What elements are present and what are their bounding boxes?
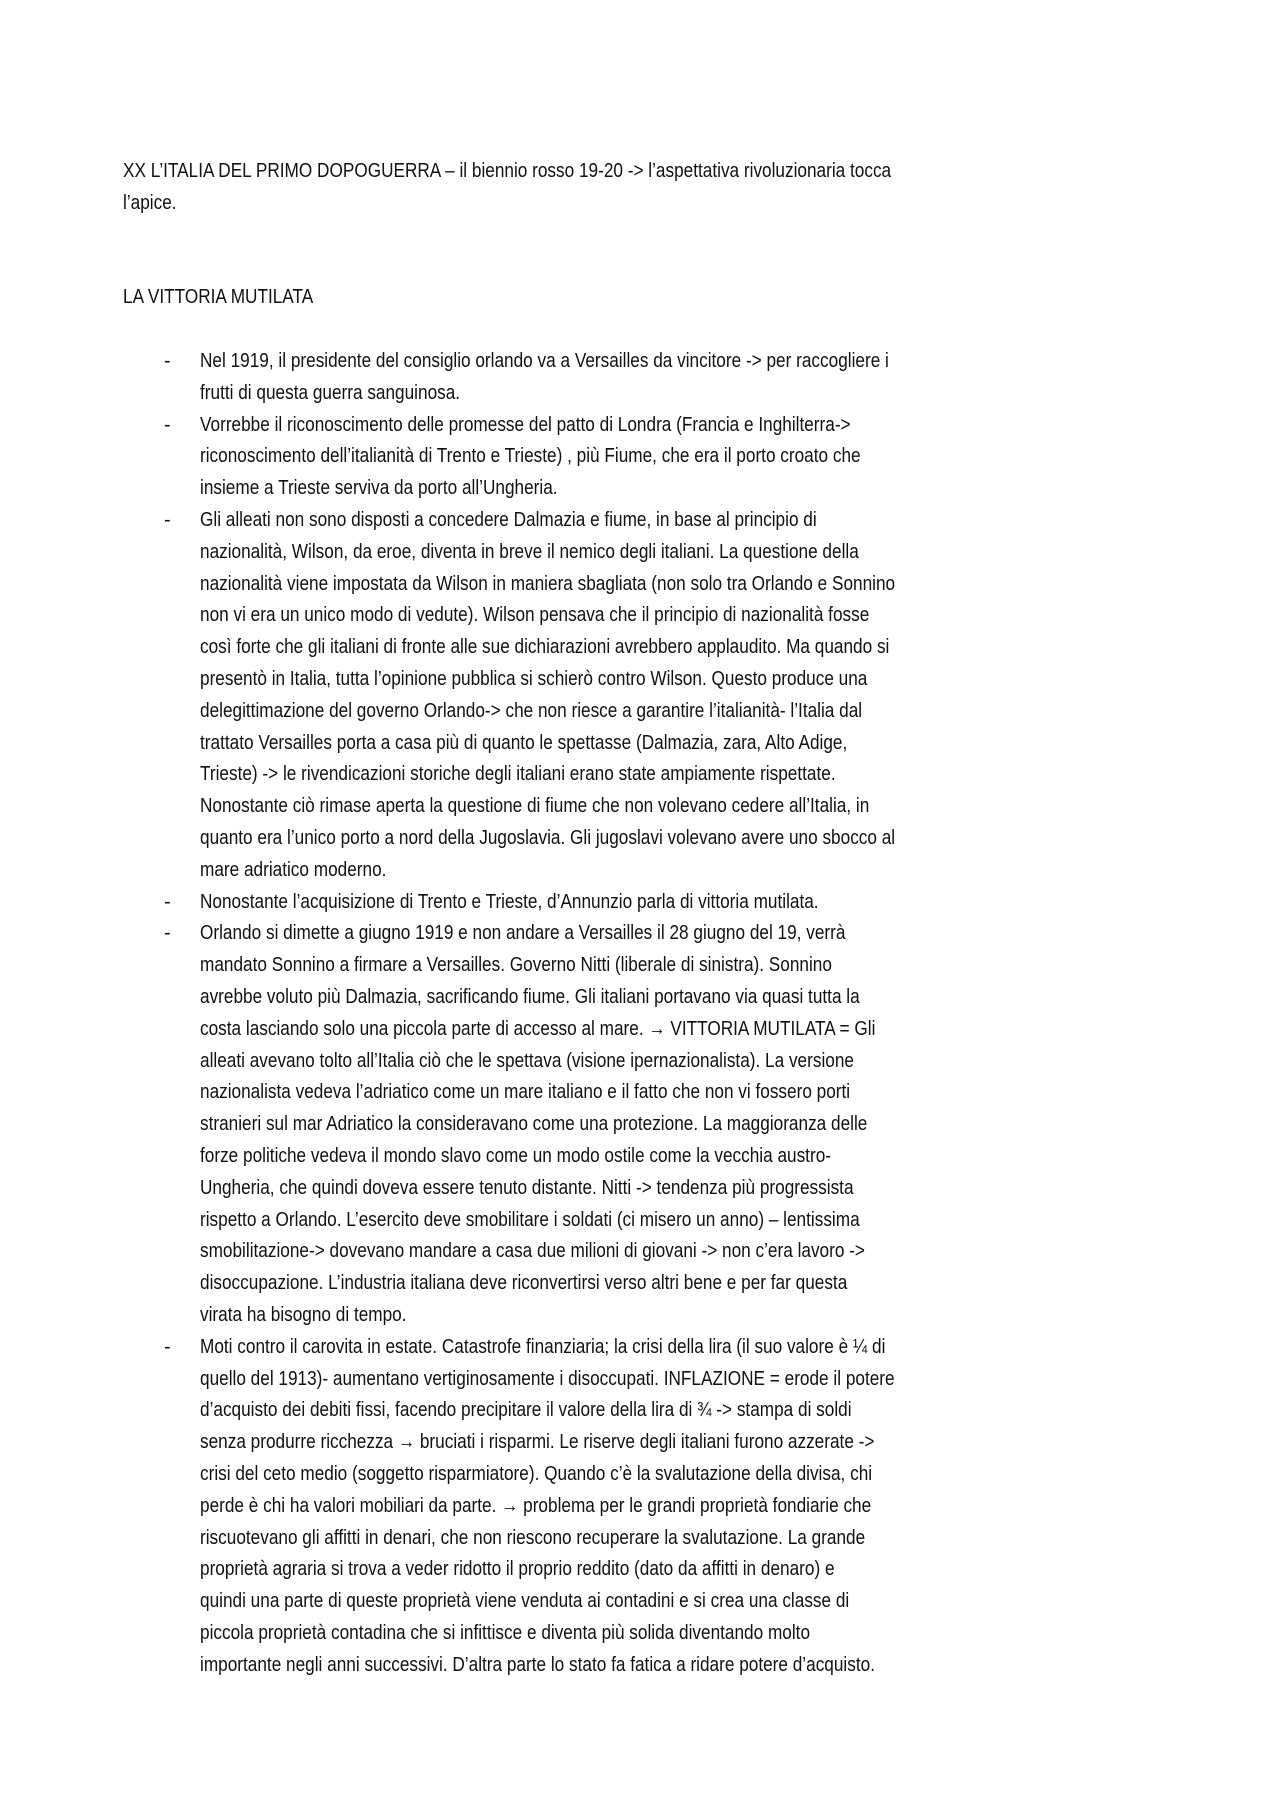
bullet-marker: - [164, 350, 171, 372]
list-item-line: quanto era l’unico porto a nord della Jugoslavia. Gli jugoslavi volevano avere uno sbocco al [200, 827, 896, 849]
section-heading: LA VITTORIA MUTILATA [123, 286, 314, 308]
document-title-line: l’apice. [123, 192, 177, 214]
list-item-line: riscuotevano gli affitti in denari, che non riescono recuperare la svalutazione. La grande [200, 1526, 866, 1549]
list-item-line: forze politiche vedeva il mondo slavo come un modo ostile come la vecchia austro- [200, 1145, 831, 1167]
bullet-marker: - [164, 890, 171, 913]
list-item-line: avrebbe voluto più Dalmazia, sacrificando fiume. Gli italiani portavano via quasi tutta la [200, 986, 860, 1008]
bullet-marker: - [164, 922, 171, 945]
list-item-line: smobilitazione-> dovevano mandare a casa due milioni di giovani -> non c’era lavoro -> [200, 1240, 865, 1263]
list-item-line: senza produrre ricchezza → bruciati i risparmi. Le riserve degli italiani furono azzerate -> [200, 1431, 875, 1454]
list-item-line: crisi del ceto medio (soggetto risparmiatore). Quando c’è la svalutazione della divisa, chi [200, 1463, 873, 1485]
list-item-line: nazionalista vedeva l’adriatico come un mare italiano e il fatto che non vi fossero porti [200, 1081, 851, 1104]
list-item-line: Moti contro il carovita in estate. Catastrofe finanziaria; la crisi della lira (il suo valore è ¼ di [200, 1335, 886, 1358]
list-item-line: Gli alleati non sono disposti a concedere Dalmazia e fiume, in base al principio di [200, 509, 817, 531]
list-item-line: proprietà agraria si trova a veder ridotto il proprio reddito (dato da affitti in denaro) e [200, 1558, 835, 1581]
list-item-line: così forte che gli italiani di fronte alle sue dichiarazioni avrebbero applaudito. Ma quando si [200, 636, 890, 659]
document-title-line: XX L’ITALIA DEL PRIMO DOPOGUERRA – il biennio rosso 19-20 -> l’aspettativa rivoluzionaria tocca [123, 160, 892, 182]
list-item-line: Nonostante ciò rimase aperta la questione di fiume che non volevano cedere all’Italia, in [200, 795, 870, 818]
list-item-line: Orlando si dimette a giugno 1919 e non andare a Versailles il 28 giugno del 19, verrà [200, 922, 846, 945]
list-item-line: costa lasciando solo una piccola parte di accesso al mare. → VITTORIA MUTILATA = Gli [200, 1017, 876, 1040]
list-item-line: non vi era un unico modo di vedute). Wilson pensava che il principio di nazionalità fosse [200, 604, 870, 627]
list-item-line: disoccupazione. L’industria italiana deve riconvertirsi verso altri bene e per far questa [200, 1272, 848, 1295]
list-item-line: mare adriatico moderno. [200, 858, 387, 881]
list-item-line: Vorrebbe il riconoscimento delle promesse del patto di Londra (Francia e Inghilterra-> [200, 413, 851, 436]
list-item-line: importante negli anni successivi. D’altra parte lo stato fa fatica a ridare potere d’acquisto. [200, 1653, 875, 1676]
list-item-line: Nel 1919, il presidente del consiglio orlando va a Versailles da vincitore -> per raccogliere i [200, 350, 889, 372]
list-item-line: delegittimazione del governo Orlando-> che non riesce a garantire l’italianità- l’Italia dal [200, 699, 863, 722]
list-item-line: presentò in Italia, tutta l’opinione pubblica si schierò contro Wilson. Questo produce una [200, 668, 868, 690]
bullet-marker: - [164, 413, 171, 436]
list-item-line: virata ha bisogno di tempo. [200, 1304, 407, 1326]
list-item-line: nazionalità, Wilson, da eroe, diventa in breve il nemico degli italiani. La questione della [200, 540, 859, 563]
list-item-line: frutti di questa guerra sanguinosa. [200, 381, 461, 404]
list-item-line: nazionalità viene impostata da Wilson in maniera sbagliata (non solo tra Orlando e Sonnino [200, 572, 896, 595]
list-item-line: insieme a Trieste serviva da porto all’Ungheria. [200, 477, 558, 500]
list-item-line: quindi una parte di queste proprietà viene venduta ai contadini e si crea una classe di [200, 1590, 850, 1613]
list-item-line: alleati avevano tolto all’Italia ciò che le spettava (visione ipernazionalista). La versione [200, 1049, 854, 1072]
list-item-line: Nonostante l’acquisizione di Trento e Trieste, d’Annunzio parla di vittoria mutilata. [200, 890, 819, 913]
bullet-marker: - [164, 509, 171, 531]
list-item-line: Trieste) -> le rivendicazioni storiche degli italiani erano state ampiamente rispettate. [200, 763, 836, 786]
list-item-line: Ungheria, che quindi doveva essere tenuto distante. Nitti -> tendenza più progressista [200, 1176, 854, 1199]
list-item-line: perde è chi ha valori mobiliari da parte. → problema per le grandi proprietà fondiarie che [200, 1494, 872, 1517]
bullet-marker: - [164, 1335, 171, 1358]
list-item-line: d’acquisto dei debiti fissi, facendo precipitare il valore della lira di ¾ -> stampa di soldi [200, 1399, 852, 1422]
list-item-line: stranieri sul mar Adriatico la consideravano come una protezione. La maggioranza delle [200, 1113, 868, 1136]
list-item-line: mandato Sonnino a firmare a Versailles. Governo Nitti (liberale di sinistra). Sonnino [200, 954, 832, 977]
list-item-line: rispetto a Orlando. L’esercito deve smobilitare i soldati (ci misero un anno) – lentissima [200, 1208, 860, 1231]
list-item-line: quello del 1913)- aumentano vertiginosamente i disoccupati. INFLAZIONE = erode il potere [200, 1367, 895, 1390]
list-item-line: riconoscimento dell’italianità di Trento e Trieste) , più Fiume, che era il porto croato che [200, 445, 861, 468]
list-item-line: piccola proprietà contadina che si infittisce e diventa più solida diventando molto [200, 1622, 811, 1644]
list-item-line: trattato Versailles porta a casa più di quanto le spettasse (Dalmazia, zara, Alto Adige, [200, 731, 848, 754]
